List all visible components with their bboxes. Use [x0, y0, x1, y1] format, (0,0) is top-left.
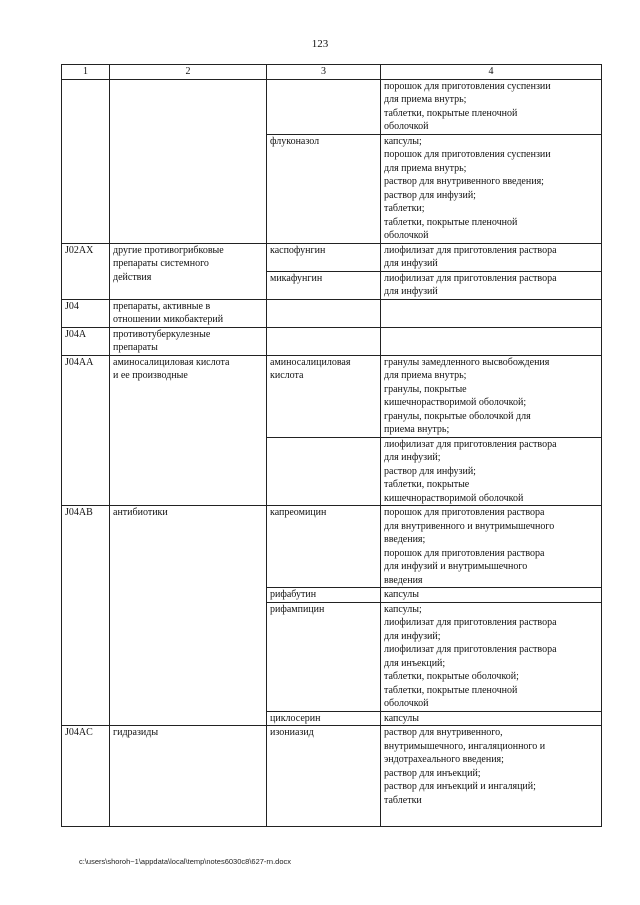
drug-name-cell: флуконазол	[267, 134, 381, 243]
dosage-forms-cell: лиофилизат для приготовления раствора для инфузий	[381, 243, 602, 271]
dosage-forms-cell: капсулы	[381, 588, 602, 603]
header-col-3: 3	[267, 65, 381, 80]
drug-name-cell	[267, 299, 381, 327]
atc-code-cell: J04A	[62, 327, 110, 355]
drug-name-cell: микафунгин	[267, 271, 381, 299]
header-col-2: 2	[110, 65, 267, 80]
dosage-forms-cell: раствор для внутривенного, внутримышечного, ингаляционного и эндотрахеального введения; раствор для инъекций; раствор для инъекций и ингаляций; таблетки	[381, 726, 602, 827]
header-col-4: 4	[381, 65, 602, 80]
drug-name-cell: изониазид	[267, 726, 381, 827]
table-header-row	[62, 65, 602, 80]
dosage-forms-cell: порошок для приготовления раствора для внутривенного и внутримышечного введения; порошок для приготовления раствора для инфузий и внутримышечного введения	[381, 506, 602, 588]
atc-code-cell: J04AB	[62, 506, 110, 726]
drug-name-cell	[267, 327, 381, 355]
header-col-1: 1	[62, 65, 110, 80]
group-name-cell: антибиотики	[110, 506, 267, 726]
table-row	[62, 79, 602, 134]
atc-code-cell: J04AC	[62, 726, 110, 827]
atc-code-cell	[62, 79, 110, 243]
group-name-cell	[110, 79, 267, 243]
dosage-forms-cell: капсулы; лиофилизат для приготовления раствора для инфузий; лиофилизат для приготовления раствора для инъекций; таблетки, покрытые оболочкой; таблетки, покрытые пленочной оболочкой	[381, 602, 602, 711]
dosage-forms-cell: порошок для приготовления суспензии для приема внутрь; таблетки, покрытые пленочной оболочкой	[381, 79, 602, 134]
drug-name-cell: рифампицин	[267, 602, 381, 711]
table-row	[62, 355, 602, 437]
drug-name-cell: капреомицин	[267, 506, 381, 588]
drug-name-cell	[267, 437, 381, 506]
page-number: 123	[311, 38, 329, 50]
table-body	[62, 79, 602, 827]
table-row	[62, 506, 602, 588]
group-name-cell: гидразиды	[110, 726, 267, 827]
atc-code-cell: J04AA	[62, 355, 110, 506]
dosage-forms-cell: лиофилизат для приготовления раствора для инфузий; раствор для инфузий; таблетки, покрытые кишечнорастворимой оболочкой	[381, 437, 602, 506]
table-row	[62, 243, 602, 271]
drug-name-cell: каспофунгин	[267, 243, 381, 271]
table-row	[62, 726, 602, 827]
drug-name-cell: циклосерин	[267, 711, 381, 726]
dosage-forms-cell	[381, 299, 602, 327]
group-name-cell: противотуберкулезные препараты	[110, 327, 267, 355]
atc-code-cell: J04	[62, 299, 110, 327]
dosage-forms-cell: лиофилизат для приготовления раствора для инфузий	[381, 271, 602, 299]
dosage-forms-cell	[381, 327, 602, 355]
group-name-cell: препараты, активные в отношении микобактерий	[110, 299, 267, 327]
table-row	[62, 299, 602, 327]
footer-file-path: c:\users\shoroh~1\appdata\local\temp\notes6030c8\627-rn.docx	[79, 857, 292, 866]
drug-name-cell: аминосалициловая кислота	[267, 355, 381, 437]
drug-table	[61, 64, 602, 827]
dosage-forms-cell: гранулы замедленного высвобождения для приема внутрь; гранулы, покрытые кишечнорастворимой оболочкой; гранулы, покрытые оболочкой для приема внутрь;	[381, 355, 602, 437]
dosage-forms-cell: капсулы	[381, 711, 602, 726]
group-name-cell: другие противогрибковые препараты системного действия	[110, 243, 267, 299]
drug-name-cell: рифабутин	[267, 588, 381, 603]
table-row	[62, 327, 602, 355]
dosage-forms-cell: капсулы; порошок для приготовления суспензии для приема внутрь; раствор для внутривенного введения; раствор для инфузий; таблетки; таблетки, покрытые пленочной оболочкой	[381, 134, 602, 243]
drug-name-cell	[267, 79, 381, 134]
atc-code-cell: J02AX	[62, 243, 110, 299]
group-name-cell: аминосалициловая кислота и ее производные	[110, 355, 267, 506]
